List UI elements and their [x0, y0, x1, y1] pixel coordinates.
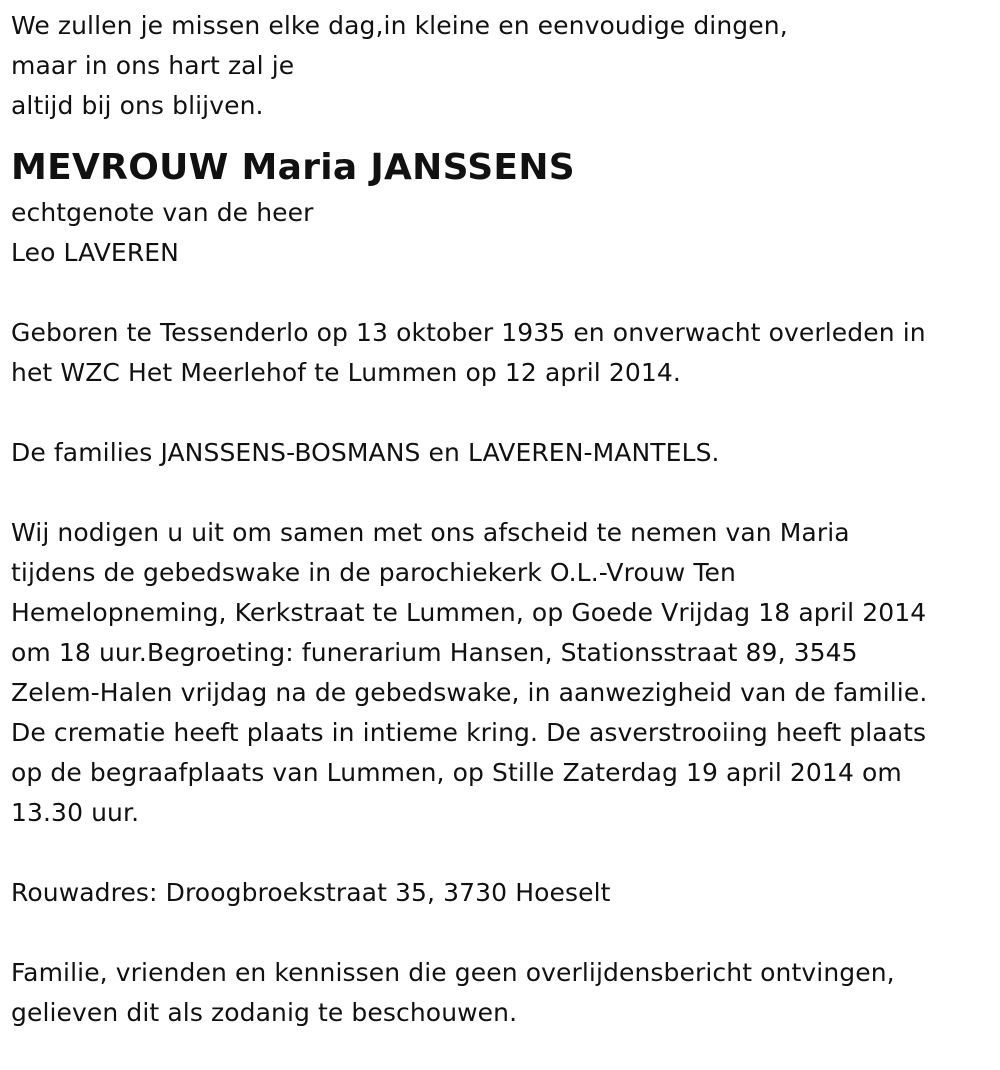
poem-line: maar in ons hart zal je: [11, 51, 295, 80]
mourning-address-paragraph: [11, 873, 991, 913]
invitation-line: Wij nodigen u uit om samen met ons afscheid te nemen van Maria: [11, 518, 850, 547]
invitation-line: 13.30 uur.: [11, 798, 140, 827]
paragraph-gap: [11, 833, 991, 873]
invitation-line: Zelem-Halen vrijdag na de gebedswake, in aanwezigheid van de familie.: [11, 678, 928, 707]
paragraph-gap: [11, 273, 991, 313]
families-line: De families JANSSENS-BOSMANS en LAVEREN-MANTELS.: [11, 438, 720, 467]
spouse-line: echtgenote van de heer: [11, 198, 314, 227]
paragraph-gap: [11, 393, 991, 433]
spouse-info: [11, 193, 991, 273]
invitation-line: om 18 uur.Begroeting: funerarium Hansen, Stationsstraat 89, 3545: [11, 638, 858, 667]
invitation-line: De crematie heeft plaats in intieme kring. De asverstrooiing heeft plaats: [11, 718, 927, 747]
mourning-address: Rouwadres: Droogbroekstraat 35, 3730 Hoeselt: [11, 878, 611, 907]
birth-death-line: Geboren te Tessenderlo op 13 oktober 1935 en onverwacht overleden in: [11, 318, 926, 347]
birth-death-paragraph: [11, 313, 991, 393]
death-notice: [11, 6, 991, 1033]
poem-line: altijd bij ons blijven.: [11, 91, 264, 120]
invitation-line: Hemelopneming, Kerkstraat te Lummen, op Goede Vrijdag 18 april 2014: [11, 598, 927, 627]
poem: [11, 6, 991, 126]
poem-line: We zullen je missen elke dag,in kleine en eenvoudige dingen,: [11, 11, 788, 40]
closing-line: gelieven dit als zodanig te beschouwen.: [11, 998, 518, 1027]
birth-death-line: het WZC Het Meerlehof te Lummen op 12 april 2014.: [11, 358, 681, 387]
invitation-line: op de begraafplaats van Lummen, op Stille Zaterdag 19 april 2014 om: [11, 758, 902, 787]
paragraph-gap: [11, 913, 991, 953]
invitation-line: tijdens de gebedswake in de parochiekerk O.L.-Vrouw Ten: [11, 558, 736, 587]
spouse-name: Leo LAVEREN: [11, 238, 179, 267]
closing-paragraph: [11, 953, 991, 1033]
families-paragraph: [11, 433, 991, 473]
paragraph-gap: [11, 473, 991, 513]
deceased-name: MEVROUW Maria JANSSENS: [11, 147, 575, 188]
closing-line: Familie, vrienden en kennissen die geen overlijdensbericht ontvingen,: [11, 958, 895, 987]
invitation-paragraph: [11, 513, 991, 833]
